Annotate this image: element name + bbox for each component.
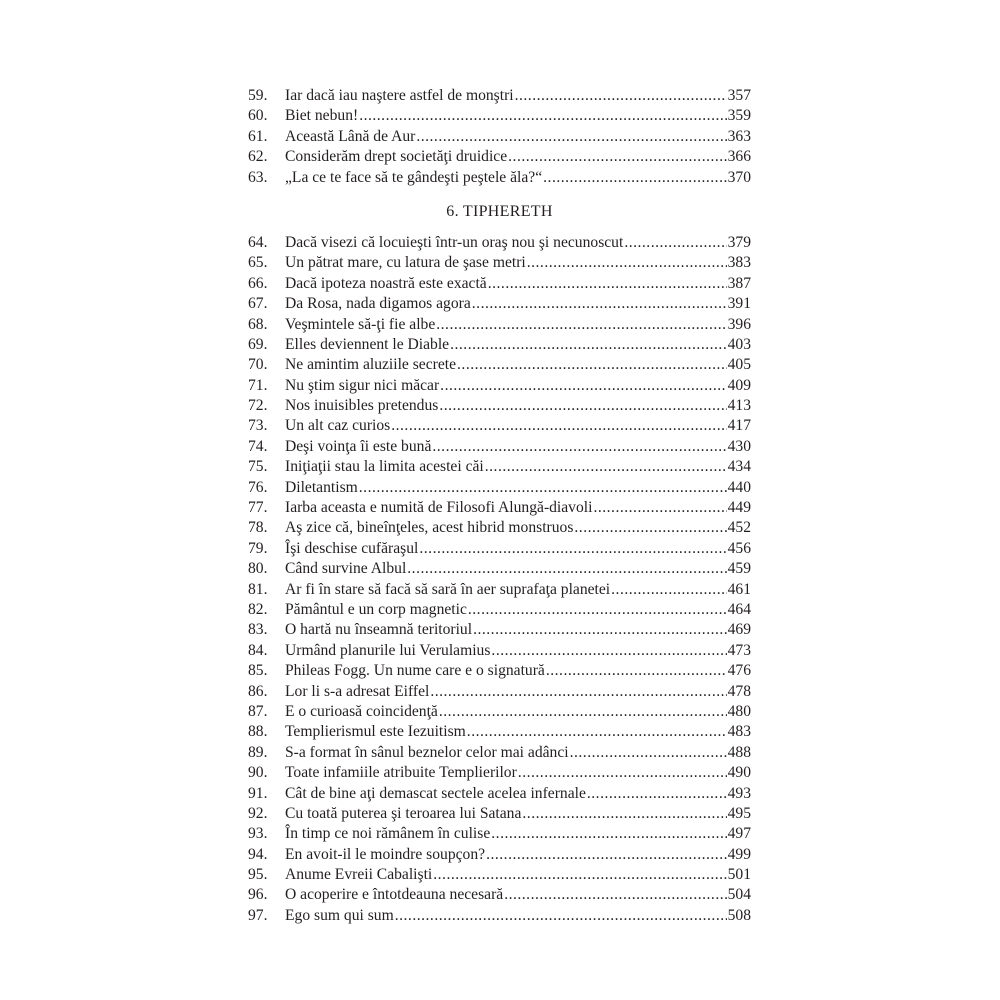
toc-entry-title: Dacă visezi că locuieşti într-un oraş nou şi necunoscut bbox=[285, 233, 624, 251]
toc-entry-page-number: 495 bbox=[727, 804, 751, 822]
toc-entry-page-number: 452 bbox=[727, 519, 751, 537]
toc-entry bbox=[248, 641, 751, 661]
toc-dot-leader bbox=[491, 641, 726, 661]
toc-entry-number: 73. bbox=[248, 417, 268, 435]
toc-entry-number: 97. bbox=[248, 906, 268, 924]
toc-entry-number: 83. bbox=[248, 621, 268, 639]
toc-entry-title: Toate infamiile atribuite Templierilor bbox=[285, 764, 517, 782]
toc-entry-title: Da Rosa, nada digamos agora bbox=[285, 295, 471, 313]
toc-dot-leader bbox=[457, 355, 727, 375]
toc-entry-number: 72. bbox=[248, 397, 268, 415]
toc-entry bbox=[248, 106, 751, 126]
toc-entry-number: 62. bbox=[248, 148, 268, 166]
toc-dot-leader bbox=[518, 763, 727, 783]
toc-entry-page-number: 493 bbox=[727, 784, 751, 802]
toc-entry-number: 91. bbox=[248, 784, 268, 802]
toc-entry-page-number: 413 bbox=[727, 397, 751, 415]
toc-entry bbox=[248, 804, 751, 824]
toc-entry bbox=[248, 253, 751, 273]
toc-entry-title: Iar dacă iau naştere astfel de monştri bbox=[285, 87, 514, 104]
toc-entry-title: Deşi voinţa îi este bună bbox=[285, 437, 432, 455]
toc-entry-title: Templierismul este Iezuitism bbox=[285, 723, 466, 741]
toc-entry-number: 82. bbox=[248, 600, 268, 618]
toc-entry-page-number: 434 bbox=[727, 458, 751, 476]
toc-entry-page-number: 417 bbox=[727, 417, 751, 435]
toc-entry bbox=[248, 294, 751, 314]
toc-entry-page-number: 405 bbox=[727, 356, 751, 374]
toc-entry-title: En avoit-il le moindre soupçon? bbox=[285, 845, 486, 863]
toc-list-section-6 bbox=[248, 233, 751, 926]
toc-dot-leader bbox=[468, 600, 727, 620]
toc-entry bbox=[248, 559, 751, 579]
toc-entry-page-number: 483 bbox=[727, 723, 751, 741]
table-of-contents-page bbox=[248, 86, 751, 926]
toc-entry-number: 86. bbox=[248, 682, 268, 700]
toc-entry bbox=[248, 168, 751, 188]
toc-entry bbox=[248, 824, 751, 844]
toc-entry-page-number: 396 bbox=[727, 315, 751, 333]
toc-dot-leader bbox=[433, 865, 726, 885]
toc-dot-leader bbox=[488, 274, 727, 294]
toc-entry-page-number: 391 bbox=[727, 295, 751, 313]
toc-dot-leader bbox=[359, 478, 727, 498]
toc-entry-number: 80. bbox=[248, 560, 268, 578]
toc-entry bbox=[248, 518, 751, 538]
toc-entry bbox=[248, 315, 751, 335]
toc-dot-leader bbox=[543, 168, 726, 188]
toc-dot-leader bbox=[593, 498, 726, 518]
toc-entry-number: 68. bbox=[248, 315, 268, 333]
toc-entry-page-number: 430 bbox=[727, 437, 751, 455]
toc-entry-page-number: 497 bbox=[727, 825, 751, 843]
toc-entry-page-number: 461 bbox=[727, 580, 751, 598]
toc-entry-number: 94. bbox=[248, 845, 268, 863]
toc-entry-title: Considerăm drept societăţi druidice bbox=[285, 148, 508, 166]
toc-entry-page-number: 464 bbox=[727, 600, 751, 618]
toc-entry-page-number: 366 bbox=[727, 148, 751, 166]
toc-entry-number: 70. bbox=[248, 356, 268, 374]
toc-entry bbox=[248, 702, 751, 722]
toc-entry bbox=[248, 906, 751, 926]
toc-entry-title: Lor li s-a adresat Eiffel bbox=[285, 682, 430, 700]
toc-entry bbox=[248, 580, 751, 600]
toc-dot-leader bbox=[546, 661, 727, 681]
toc-entry-title: Veşmintele să-ţi fie albe bbox=[285, 315, 436, 333]
toc-entry bbox=[248, 274, 751, 294]
toc-dot-leader bbox=[395, 906, 727, 926]
toc-entry bbox=[248, 784, 751, 804]
toc-dot-leader bbox=[527, 253, 727, 273]
toc-entry-page-number: 499 bbox=[727, 845, 751, 863]
toc-entry-number: 65. bbox=[248, 254, 268, 272]
toc-entry-title: Cu toată puterea şi teroarea lui Satana bbox=[285, 804, 522, 822]
toc-dot-leader bbox=[570, 743, 727, 763]
toc-dot-leader bbox=[436, 315, 726, 335]
toc-dot-leader bbox=[486, 845, 727, 865]
toc-entry-number: 95. bbox=[248, 866, 268, 884]
toc-dot-leader bbox=[416, 127, 726, 147]
toc-dot-leader bbox=[391, 416, 726, 436]
toc-entry bbox=[248, 763, 751, 783]
toc-entry-title: În timp ce noi rămânem în culise bbox=[285, 825, 491, 843]
toc-entry-number: 67. bbox=[248, 295, 268, 313]
toc-entry-title: Nos inuisibles pretendus bbox=[285, 397, 439, 415]
toc-entry-page-number: 370 bbox=[727, 168, 751, 186]
toc-entry-title: Urmând planurile lui Verulamius bbox=[285, 641, 491, 659]
toc-entry-number: 96. bbox=[248, 886, 268, 904]
toc-entry bbox=[248, 865, 751, 885]
toc-entry bbox=[248, 682, 751, 702]
toc-entry bbox=[248, 147, 751, 167]
toc-entry-page-number: 488 bbox=[727, 743, 751, 761]
toc-entry-page-number: 383 bbox=[727, 254, 751, 272]
toc-entry-title: E o curioasă coincidenţă bbox=[285, 702, 438, 720]
toc-entry-number: 69. bbox=[248, 335, 268, 353]
toc-entry-title: Ne amintim aluziile secrete bbox=[285, 356, 457, 374]
toc-entry-title: O acoperire e întotdeauna necesară bbox=[285, 886, 504, 904]
toc-dot-leader bbox=[407, 559, 726, 579]
toc-entry-page-number: 387 bbox=[727, 274, 751, 292]
toc-entry bbox=[248, 478, 751, 498]
toc-entry bbox=[248, 722, 751, 742]
toc-entry-number: 74. bbox=[248, 437, 268, 455]
toc-dot-leader bbox=[624, 233, 726, 253]
toc-entry bbox=[248, 355, 751, 375]
toc-entry-number: 78. bbox=[248, 519, 268, 537]
toc-entry-title: Îşi deschise cufăraşul bbox=[285, 539, 419, 557]
toc-entry-number: 77. bbox=[248, 499, 268, 517]
toc-entry-page-number: 490 bbox=[727, 764, 751, 782]
toc-entry bbox=[248, 127, 751, 147]
toc-entry-number: 61. bbox=[248, 127, 268, 145]
toc-entry-number: 85. bbox=[248, 662, 268, 680]
toc-entry bbox=[248, 396, 751, 416]
toc-dot-leader bbox=[611, 580, 726, 600]
toc-entry-number: 75. bbox=[248, 458, 268, 476]
toc-dot-leader bbox=[522, 804, 726, 824]
toc-dot-leader bbox=[439, 396, 726, 416]
toc-entry-number: 92. bbox=[248, 804, 268, 822]
toc-entry-title: Dacă ipoteza noastră este exactă bbox=[285, 274, 487, 292]
toc-entry-number: 64. bbox=[248, 233, 268, 251]
toc-entry-title: Această Lână de Aur bbox=[285, 127, 416, 145]
toc-entry-title: Pământul e un corp magnetic bbox=[285, 600, 467, 618]
toc-entry-number: 79. bbox=[248, 539, 268, 557]
toc-entry bbox=[248, 437, 751, 457]
toc-entry-page-number: 357 bbox=[727, 87, 751, 104]
toc-dot-leader bbox=[515, 86, 727, 106]
toc-entry bbox=[248, 845, 751, 865]
toc-entry bbox=[248, 335, 751, 355]
toc-dot-leader bbox=[508, 147, 726, 167]
toc-entry-title: Biet nebun! bbox=[285, 107, 359, 125]
toc-dot-leader bbox=[439, 702, 727, 722]
toc-entry-title: „La ce te face să te gândeşti peştele ăla?“ bbox=[285, 168, 543, 186]
toc-dot-leader bbox=[440, 376, 726, 396]
toc-entry-number: 88. bbox=[248, 723, 268, 741]
toc-entry-page-number: 469 bbox=[727, 621, 751, 639]
toc-dot-leader bbox=[472, 294, 727, 314]
toc-entry-number: 60. bbox=[248, 107, 268, 125]
toc-dot-leader bbox=[504, 885, 726, 905]
toc-entry-page-number: 440 bbox=[727, 478, 751, 496]
toc-entry-title: Cât de bine aţi demascat sectele acelea infernale bbox=[285, 784, 586, 802]
toc-dot-leader bbox=[574, 518, 726, 538]
toc-entry-number: 81. bbox=[248, 580, 268, 598]
toc-dot-leader bbox=[419, 539, 726, 559]
toc-entry bbox=[248, 233, 751, 253]
toc-entry-page-number: 501 bbox=[727, 866, 751, 884]
toc-entry-page-number: 508 bbox=[727, 906, 751, 924]
toc-entry bbox=[248, 86, 751, 106]
toc-dot-leader bbox=[432, 437, 726, 457]
toc-entry-page-number: 363 bbox=[727, 127, 751, 145]
toc-dot-leader bbox=[485, 457, 727, 477]
toc-dot-leader bbox=[359, 106, 726, 126]
toc-entry bbox=[248, 661, 751, 681]
toc-entry bbox=[248, 376, 751, 396]
toc-entry-number: 66. bbox=[248, 274, 268, 292]
toc-entry-title: Anume Evreii Cabalişti bbox=[285, 866, 433, 884]
toc-entry-number: 89. bbox=[248, 743, 268, 761]
toc-entry bbox=[248, 457, 751, 477]
toc-entry-page-number: 409 bbox=[727, 376, 751, 394]
toc-entry-page-number: 379 bbox=[727, 233, 751, 251]
toc-entry-title: Ar fi în stare să facă să sară în aer suprafaţa planetei bbox=[285, 580, 611, 598]
toc-entry-title: S-a format în sânul beznelor celor mai adânci bbox=[285, 743, 569, 761]
toc-entry-page-number: 480 bbox=[727, 702, 751, 720]
toc-entry-number: 71. bbox=[248, 376, 268, 394]
toc-entry-title: Elles deviennent le Diable bbox=[285, 335, 450, 353]
toc-dot-leader bbox=[450, 335, 727, 355]
section-heading: 6. TIPHERETH bbox=[446, 202, 553, 220]
toc-entry-number: 87. bbox=[248, 702, 268, 720]
toc-entry-title: Iarba aceasta e numită de Filosofi Alungă-diavoli bbox=[285, 499, 593, 517]
toc-entry bbox=[248, 620, 751, 640]
toc-entry-title: Un pătrat mare, cu latura de şase metri bbox=[285, 254, 526, 272]
toc-dot-leader bbox=[467, 722, 727, 742]
toc-dot-leader bbox=[430, 682, 726, 702]
toc-entry-title: Un alt caz curios bbox=[285, 417, 391, 435]
toc-entry-number: 84. bbox=[248, 641, 268, 659]
toc-entry-title: O hartă nu înseamnă teritoriul bbox=[285, 621, 473, 639]
toc-entry-page-number: 473 bbox=[727, 641, 751, 659]
toc-entry-page-number: 456 bbox=[727, 539, 751, 557]
toc-entry-title: Phileas Fogg. Un nume care e o signatură bbox=[285, 662, 545, 680]
toc-dot-leader bbox=[491, 824, 726, 844]
toc-entry bbox=[248, 743, 751, 763]
toc-entry-page-number: 504 bbox=[727, 886, 751, 904]
toc-entry bbox=[248, 885, 751, 905]
toc-entry-number: 63. bbox=[248, 168, 268, 186]
toc-entry-number: 76. bbox=[248, 478, 268, 496]
toc-entry-page-number: 359 bbox=[727, 107, 751, 125]
toc-entry-title: Nu ştim sigur nici măcar bbox=[285, 376, 440, 394]
toc-entry-title: Ego sum qui sum bbox=[285, 906, 394, 924]
toc-entry-page-number: 476 bbox=[727, 662, 751, 680]
toc-entry-number: 90. bbox=[248, 764, 268, 782]
toc-entry-title: Când survine Albul bbox=[285, 560, 407, 578]
toc-entry-title: Iniţiaţii stau la limita acestei căi bbox=[285, 458, 484, 476]
toc-entry-page-number: 449 bbox=[727, 499, 751, 517]
toc-dot-leader bbox=[587, 784, 727, 804]
toc-entry bbox=[248, 498, 751, 518]
toc-entry bbox=[248, 416, 751, 436]
toc-entry-page-number: 403 bbox=[727, 335, 751, 353]
toc-entry-number: 59. bbox=[248, 87, 268, 104]
toc-entry-title: Aş zice că, bineînţeles, acest hibrid monstruos bbox=[285, 519, 574, 537]
toc-entry-title: Diletantism bbox=[285, 478, 358, 496]
toc-entry bbox=[248, 539, 751, 559]
toc-entry bbox=[248, 600, 751, 620]
toc-dot-leader bbox=[473, 620, 727, 640]
toc-entry-number: 93. bbox=[248, 825, 268, 843]
toc-list-part-5 bbox=[248, 86, 751, 188]
toc-entry-page-number: 478 bbox=[727, 682, 751, 700]
toc-entry-page-number: 459 bbox=[727, 560, 751, 578]
